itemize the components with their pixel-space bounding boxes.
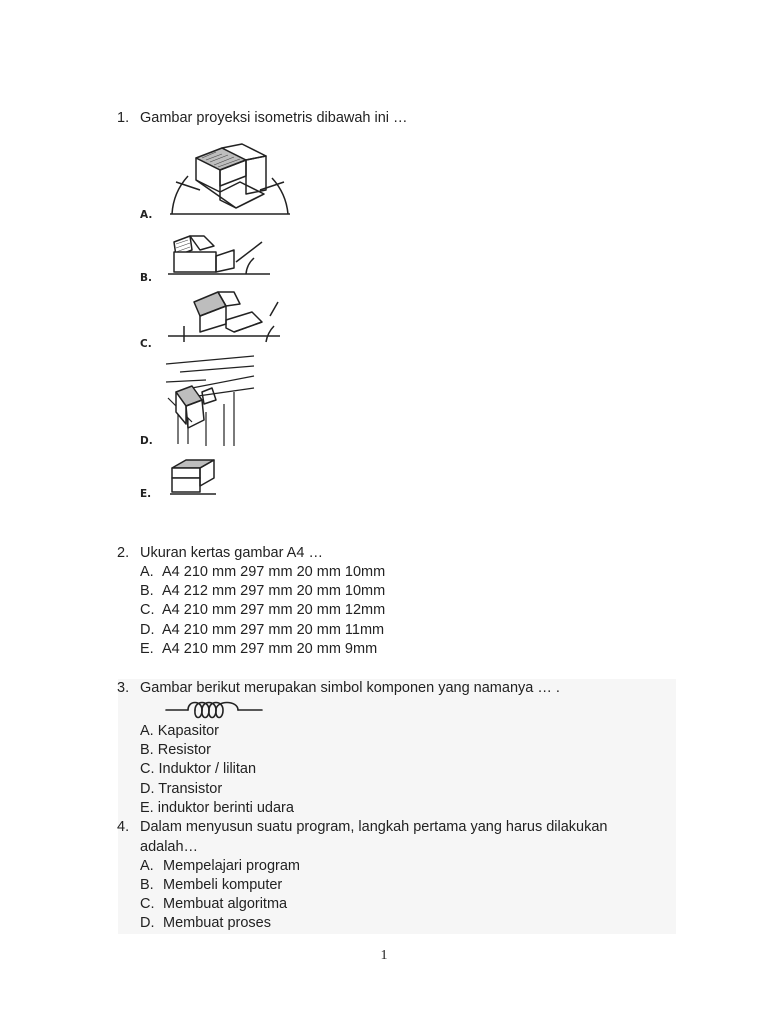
option-label-e: E.: [140, 488, 152, 500]
isometric-drawing-icon: [168, 454, 218, 498]
page-number: 1: [380, 948, 388, 963]
option-letter: B.: [140, 877, 154, 893]
isometric-drawing-icon: [166, 286, 282, 346]
list-item: B. Resistor: [140, 742, 211, 758]
option-text: A4 210 mm 297 mm 20 mm 9mm: [162, 641, 378, 657]
option-label-d: D.: [140, 435, 153, 447]
option-letter: C.: [140, 896, 155, 912]
list-item: D. Transistor: [140, 781, 223, 797]
list-item: A. Kapasitor: [140, 723, 219, 739]
list-item: E. induktor berinti udara: [140, 800, 294, 816]
option-letter: A.: [140, 564, 154, 580]
question-text: Gambar proyeksi isometris dibawah ini …: [140, 110, 408, 126]
isometric-drawing-icon: [166, 232, 272, 278]
option-letter: A.: [140, 858, 154, 874]
question-text: Ukuran kertas gambar A4 …: [140, 545, 323, 561]
question-number: 4.: [117, 819, 130, 835]
option-letter: D.: [140, 915, 155, 931]
question-text-continued: adalah…: [140, 839, 199, 855]
list-item: C. Induktor / lilitan: [140, 761, 257, 777]
question-text: Dalam menyusun suatu program, langkah pertama yang harus dilakukan: [140, 819, 608, 835]
option-letter: E.: [140, 641, 154, 657]
option-letter: C.: [140, 602, 155, 618]
option-label-b: B.: [140, 272, 152, 284]
option-label-a: A.: [140, 209, 153, 221]
question-number: 2.: [117, 545, 130, 561]
option-text: A4 210 mm 297 mm 20 mm 11mm: [162, 622, 385, 638]
option-text: A4 212 mm 297 mm 20 mm 10mm: [162, 583, 386, 599]
option-text: Mempelajari program: [163, 858, 300, 874]
option-text: Membuat proses: [163, 915, 271, 931]
option-text: Membuat algoritma: [163, 896, 288, 912]
question-number: 1.: [117, 110, 130, 126]
question-number: 3.: [117, 680, 130, 696]
isometric-drawing-icon: [168, 140, 292, 218]
option-text: A4 210 mm 297 mm 20 mm 10mm: [162, 564, 386, 580]
option-letter: B.: [140, 583, 154, 599]
isometric-drawing-icon: [162, 352, 258, 448]
option-letter: D.: [140, 622, 155, 638]
option-label-c: C.: [140, 338, 152, 350]
option-text: A4 210 mm 297 mm 20 mm 12mm: [162, 602, 386, 618]
option-text: Membeli komputer: [163, 877, 283, 893]
inductor-symbol-icon: [164, 698, 264, 722]
question-text: Gambar berikut merupakan simbol komponen yang namanya … .: [140, 680, 560, 696]
